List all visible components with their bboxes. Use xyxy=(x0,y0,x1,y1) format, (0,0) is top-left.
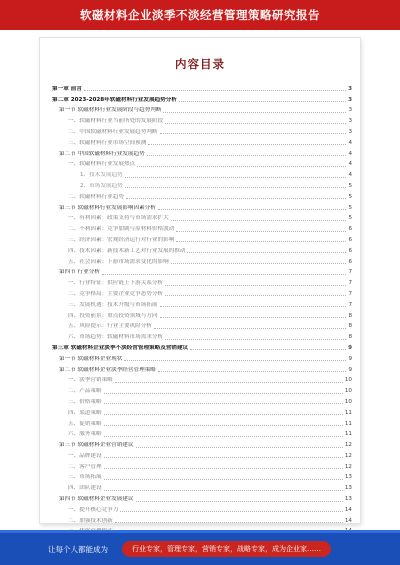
toc-entry-text: 第二节 软磁材料企业淡季经营管理策略 xyxy=(59,366,156,373)
toc-dot-leader xyxy=(124,360,346,361)
toc-entry[interactable] xyxy=(52,136,352,147)
toc-dot-leader xyxy=(104,468,343,469)
toc-entry[interactable] xyxy=(52,417,352,428)
toc-dot-leader xyxy=(125,187,347,188)
toc-entry[interactable] xyxy=(52,233,352,244)
toc-title: 内容目录 xyxy=(175,57,225,71)
toc-dot-leader xyxy=(160,133,347,134)
toc-entry-text: 五、社会因素：下游市场需求变化的影响 xyxy=(68,258,169,265)
toc-dot-leader xyxy=(147,155,347,156)
toc-entry-text: 四、渠道策略 xyxy=(68,409,102,416)
toc-entry-page-number: 3 xyxy=(348,128,352,135)
toc-entry[interactable] xyxy=(52,374,352,385)
toc-entry-page-number: 5 xyxy=(348,193,352,200)
toc-entry[interactable] xyxy=(52,330,352,341)
toc-dot-leader xyxy=(154,328,347,329)
toc-entry-page-number: 14 xyxy=(344,506,352,513)
toc-dot-leader xyxy=(104,479,343,480)
toc-dot-leader xyxy=(115,382,343,383)
toc-entry-page-number: 13 xyxy=(344,485,352,492)
toc-entry[interactable] xyxy=(52,179,352,190)
toc-entry-text: 第一节 软磁材料企业现状 xyxy=(59,355,123,362)
toc-entry-page-number: 5 xyxy=(348,215,352,222)
toc-entry-page-number: 7 xyxy=(348,269,352,276)
toc-entry-text: 四、技术因素：新技术新工艺对行业发展的推动 xyxy=(68,247,186,254)
toc-entry-text: 二、中国软磁材料行业发展趋势判断 xyxy=(68,128,158,135)
report-title: 软磁材料企业淡季不淡经营管理策略研究报告 xyxy=(80,8,320,22)
toc-entry-text: 第一章 前言 xyxy=(52,85,82,92)
toc-dot-leader xyxy=(104,457,343,458)
toc-entry[interactable] xyxy=(52,438,352,449)
toc-entry-text: 三、发展机遇：技术升级与市场拓展 xyxy=(68,301,158,308)
toc-entry[interactable] xyxy=(52,298,352,309)
toc-dot-leader xyxy=(104,490,343,491)
toc-entry[interactable] xyxy=(52,244,352,255)
toc-dot-leader xyxy=(102,274,347,275)
toc-entry[interactable] xyxy=(52,471,352,482)
toc-entry[interactable] xyxy=(52,363,352,374)
toc-entry-text: 二、竞争格局：主要企业竞争态势分析 xyxy=(68,290,164,297)
toc-entry-page-number: 11 xyxy=(344,409,352,416)
toc-entry[interactable] xyxy=(52,309,352,320)
toc-entry-text: 三、经济因素：宏观经济运行对行业的影响 xyxy=(68,236,175,243)
toc-entry[interactable] xyxy=(52,460,352,471)
toc-entry-text: 一、品牌建设 xyxy=(68,452,102,459)
toc-entry[interactable] xyxy=(52,255,352,266)
toc-entry[interactable] xyxy=(52,449,352,460)
toc-entry-page-number: 6 xyxy=(348,247,352,254)
toc-dot-leader xyxy=(160,317,347,318)
toc-entry-page-number: 10 xyxy=(344,398,352,405)
toc-list xyxy=(52,82,352,535)
toc-entry-page-number: 3 xyxy=(348,85,352,92)
toc-entry-page-number: 3 xyxy=(348,118,352,125)
toc-entry-text: 六、服务策略 xyxy=(68,431,102,438)
toc-entry-text: 一、提升核心竞争力 xyxy=(68,506,119,513)
toc-dot-leader xyxy=(165,339,346,340)
toc-entry-page-number: 6 xyxy=(348,226,352,233)
toc-dot-leader xyxy=(179,101,346,102)
toc-entry-page-number: 7 xyxy=(348,280,352,287)
toc-entry-page-number: 6 xyxy=(348,258,352,265)
toc-dot-leader xyxy=(126,198,346,199)
toc-entry-page-number: 3 xyxy=(348,107,352,114)
toc-entry-page-number: 9 xyxy=(348,344,352,351)
toc-dot-leader xyxy=(125,177,347,178)
toc-entry-text: 第二章 2023-2028年软磁材料行业发展趋势分析 xyxy=(52,96,177,103)
toc-entry[interactable] xyxy=(52,190,352,201)
toc-entry[interactable] xyxy=(52,503,352,514)
toc-entry[interactable] xyxy=(52,287,352,298)
toc-dot-leader xyxy=(158,209,347,210)
toc-dot-leader xyxy=(160,306,347,307)
toc-dot-leader xyxy=(176,231,346,232)
toc-entry-page-number: 8 xyxy=(348,334,352,341)
toc-dot-leader xyxy=(165,285,346,286)
toc-entry-text: 五、风险提示：行业主要风险分析 xyxy=(68,323,152,330)
toc-entry-text: 三、软磁材料行业市场空间预测 xyxy=(68,139,147,146)
toc-dot-leader xyxy=(187,252,346,253)
toc-dot-leader xyxy=(137,166,346,167)
toc-entry-page-number: 9 xyxy=(348,366,352,373)
toc-entry-page-number: 3 xyxy=(348,96,352,103)
toc-dot-leader xyxy=(190,349,346,350)
toc-entry[interactable] xyxy=(52,514,352,525)
toc-entry-text: 第三节 软磁材料企业营销建议 xyxy=(59,442,134,449)
toc-entry-text: 二、加强技术创新 xyxy=(68,517,113,524)
toc-dot-leader xyxy=(163,112,346,113)
toc-entry[interactable] xyxy=(52,201,352,212)
toc-entry-text: 第一节 软磁材料行业发展阶段与趋势判断 xyxy=(59,107,162,114)
toc-dot-leader xyxy=(104,414,343,415)
toc-dot-leader xyxy=(165,295,346,296)
toc-entry-text: 二、产品策略 xyxy=(68,388,102,395)
toc-entry-page-number: 5 xyxy=(348,182,352,189)
toc-entry-page-number: 13 xyxy=(344,496,352,503)
toc-entry-text: 二、软磁材料行业趋势 xyxy=(68,193,124,200)
toc-entry[interactable] xyxy=(52,114,352,125)
toc-entry-text: 1、技术发展趋势 xyxy=(80,172,123,179)
toc-entry[interactable] xyxy=(52,276,352,287)
toc-entry-page-number: 12 xyxy=(344,452,352,459)
footer-stripe xyxy=(0,530,400,533)
toc-entry-text: 第四节 软磁材料企业发展建议 xyxy=(59,496,134,503)
toc-dot-leader xyxy=(84,90,346,91)
footer-slogan: 让每个人都能成为 xyxy=(48,544,108,554)
toc-entry[interactable] xyxy=(52,266,352,277)
toc-entry-page-number: 8 xyxy=(348,312,352,319)
toc-entry-text: 六、市场趋势：软磁材料市场需求分析 xyxy=(68,334,164,341)
toc-entry[interactable] xyxy=(52,168,352,179)
toc-entry-text: 二、不利因素：竞争加剧与原材料价格波动 xyxy=(68,226,175,233)
toc-entry[interactable] xyxy=(52,93,352,104)
toc-entry[interactable] xyxy=(52,82,352,93)
toc-entry[interactable] xyxy=(52,384,352,395)
toc-entry-page-number: 10 xyxy=(344,377,352,384)
toc-entry[interactable] xyxy=(52,492,352,503)
toc-dot-leader xyxy=(104,403,343,404)
toc-entry-text: 三、价格策略 xyxy=(68,398,102,405)
document-page xyxy=(40,38,360,523)
toc-entry[interactable] xyxy=(52,352,352,363)
toc-dot-leader xyxy=(158,371,347,372)
toc-entry-text: 一、淡季营销策略 xyxy=(68,377,113,384)
toc-entry-page-number: 7 xyxy=(348,301,352,308)
toc-entry-page-number: 5 xyxy=(348,204,352,211)
footer-bar xyxy=(0,533,400,565)
toc-dot-leader xyxy=(115,522,343,523)
toc-entry-page-number: 13 xyxy=(344,474,352,481)
toc-dot-leader xyxy=(176,241,346,242)
toc-entry[interactable] xyxy=(52,212,352,223)
toc-dot-leader xyxy=(104,436,343,437)
toc-dot-leader xyxy=(165,123,346,124)
toc-entry-page-number: 9 xyxy=(348,355,352,362)
toc-entry-page-number: 4 xyxy=(348,139,352,146)
toc-entry-text: 四、团队建设 xyxy=(68,485,102,492)
toc-entry-page-number: 4 xyxy=(348,150,352,157)
toc-entry[interactable] xyxy=(52,222,352,233)
toc-entry-text: 一、行业特征：供应链上下游关系分析 xyxy=(68,280,164,287)
toc-entry[interactable] xyxy=(52,147,352,158)
toc-entry-page-number: 6 xyxy=(348,236,352,243)
toc-entry-text: 一、有利因素：政策支持与市场需求扩大 xyxy=(68,215,169,222)
toc-entry[interactable] xyxy=(52,341,352,352)
toc-dot-leader xyxy=(171,263,347,264)
toc-dot-leader xyxy=(136,447,343,448)
toc-entry-text: 第三节 软磁材料行业发展影响因素分析 xyxy=(59,204,156,211)
toc-dot-leader xyxy=(136,501,343,502)
toc-entry-text: 五、促销策略 xyxy=(68,420,102,427)
toc-entry-page-number: 12 xyxy=(344,442,352,449)
toc-entry[interactable] xyxy=(52,104,352,115)
report-header-bar xyxy=(0,0,400,30)
toc-entry-page-number: 10 xyxy=(344,388,352,395)
toc-entry-text: 第三章 软磁材料企业淡季不淡经营管理策略及营销建议 xyxy=(52,344,189,351)
toc-entry-text: 一、软磁材料行业当前所处的发展阶段 xyxy=(68,118,164,125)
toc-entry-text: 二、客户管理 xyxy=(68,463,102,470)
toc-dot-leader xyxy=(104,425,343,426)
toc-entry-page-number: 11 xyxy=(344,431,352,438)
toc-entry-page-number: 4 xyxy=(348,172,352,179)
toc-entry-text: 第四节 行业分析 xyxy=(59,269,100,276)
toc-entry-page-number: 8 xyxy=(348,323,352,330)
toc-entry-page-number: 11 xyxy=(344,420,352,427)
toc-entry-page-number: 12 xyxy=(344,463,352,470)
toc-entry-text: 四、投资前景：重点投资领域与方向 xyxy=(68,312,158,319)
toc-entry[interactable] xyxy=(52,125,352,136)
toc-entry[interactable] xyxy=(52,395,352,406)
toc-entry[interactable] xyxy=(52,406,352,417)
toc-entry[interactable] xyxy=(52,481,352,492)
toc-entry[interactable] xyxy=(52,320,352,331)
toc-dot-leader xyxy=(120,511,343,512)
toc-entry[interactable] xyxy=(52,158,352,169)
toc-entry-page-number: 14 xyxy=(344,517,352,524)
toc-entry-text: 三、市场拓展 xyxy=(68,474,102,481)
toc-dot-leader xyxy=(171,220,347,221)
toc-entry-text: 一、软磁材料行业发展热点 xyxy=(68,161,136,168)
toc-dot-leader xyxy=(104,393,343,394)
toc-entry-text: 第二节 中国软磁材料行业发展趋势 xyxy=(59,150,145,157)
toc-entry[interactable] xyxy=(52,428,352,439)
footer-slogan-pill: 行业专家，管理专家，营销专家，战略专家，成为企业家…… xyxy=(122,541,331,557)
toc-dot-leader xyxy=(148,144,346,145)
toc-entry-page-number: 7 xyxy=(348,290,352,297)
toc-entry-page-number: 4 xyxy=(348,161,352,168)
toc-entry-text: 2、市场发展趋势 xyxy=(80,182,123,189)
